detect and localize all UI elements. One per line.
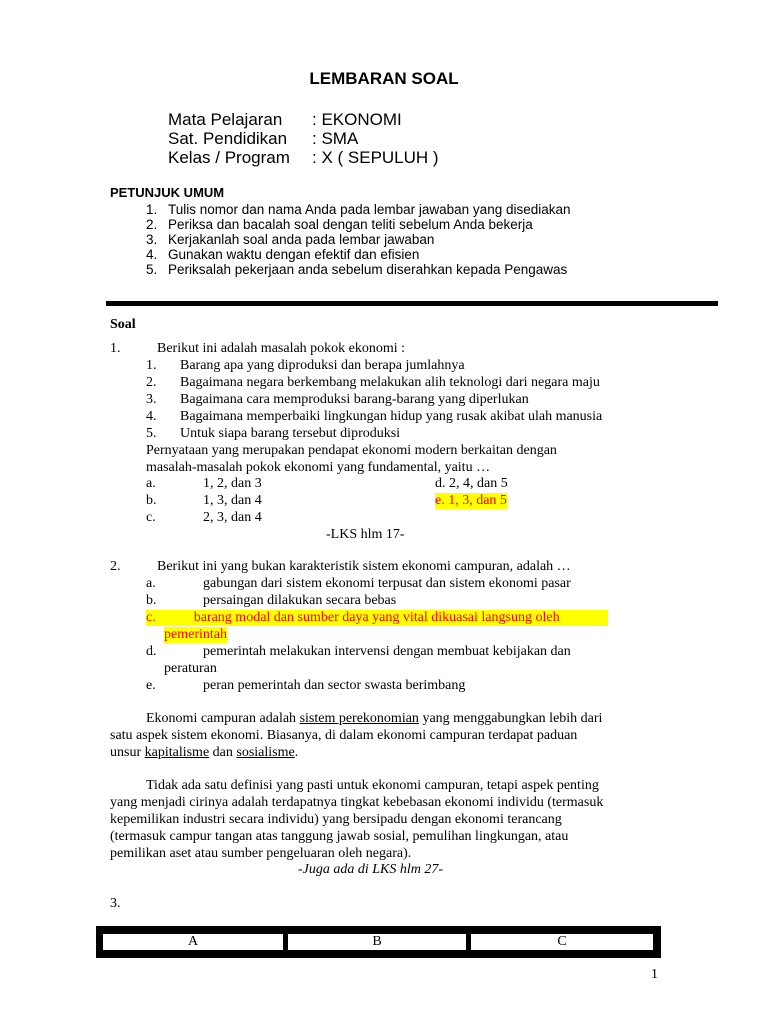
instruction-text: Periksalah pekerjaan anda sebelum diserahkan kepada Pengawas (168, 262, 568, 277)
option-c-highlighted (146, 610, 608, 626)
instruction-number: 4. (146, 247, 158, 262)
link-sistem-perekonomian[interactable]: sistem perekonomian (299, 711, 419, 726)
option-letter: a. (146, 476, 156, 491)
table-header-cell: B (287, 933, 467, 951)
sub-item-text: Bagaimana cara memproduksi barang-barang yang diperlukan (180, 392, 529, 407)
question-stem: Berikut ini yang bukan karakteristik sistem ekonomi campuran, adalah … (157, 559, 571, 574)
instructions-heading: PETUNJUK UMUM (110, 185, 225, 200)
paragraph-line (146, 711, 602, 727)
option-text: 2, 3, dan 4 (203, 510, 262, 525)
meta-row-subject (0, 110, 768, 129)
sub-item-number: 3. (146, 392, 157, 407)
instruction-number: 3. (146, 232, 158, 247)
paragraph-text: unsur (110, 745, 145, 760)
paragraph-line: (termasuk campur tangan atas tanggung jawab sosial, pemulihan lingkungan, atau (110, 829, 569, 844)
option-letter: c. (146, 610, 156, 625)
meta-label: Sat. Pendidikan (168, 129, 288, 148)
sub-item-text: Untuk siapa barang tersebut diproduksi (180, 426, 401, 441)
paragraph-line: pemilikan aset atau sumber pengeluaran oleh negara). (110, 846, 412, 861)
option-letter: b. (146, 493, 157, 508)
sub-item-number: 1. (146, 358, 157, 373)
source-note: -LKS hlm 17- (326, 527, 405, 542)
paragraph-line: kepemilikan industri secara individu) yang bersipadu dengan ekonomi terancang (110, 812, 562, 827)
paragraph-text: Ekonomi campuran adalah (146, 711, 300, 726)
sub-item-text: Bagaimana negara berkembang melakukan alih teknologi dari negara maju (180, 375, 600, 390)
option-letter: c. (146, 510, 156, 525)
instruction-text: Periksa dan bacalah soal dengan teliti sebelum Anda bekerja (168, 217, 533, 232)
instruction-number: 1. (146, 202, 158, 217)
question-stem: Berikut ini adalah masalah pokok ekonomi : (157, 341, 406, 356)
option-e-highlighted: e. 1, 3, dan 5 (435, 493, 507, 508)
paragraph-line (110, 745, 298, 761)
sub-item-text: Barang apa yang diproduksi dan berapa jumlahnya (180, 358, 465, 373)
questions-heading: Soal (110, 317, 136, 332)
option-text-continued: pemerintah (164, 627, 227, 642)
sub-item-number: 4. (146, 409, 157, 424)
option-text: 1, 2, dan 3 (203, 476, 262, 491)
sub-item-text: Bagaimana memperbaiki lingkungan hidup yang rusak akibat ulah manusia (180, 409, 603, 424)
source-note: -Juga ada di LKS hlm 27- (298, 862, 444, 877)
option-letter: b. (146, 593, 157, 608)
meta-label: Kelas / Program (168, 148, 290, 167)
instruction-text: Kerjakanlah soal anda pada lembar jawaban (168, 232, 435, 247)
option-letter: e. (146, 678, 156, 693)
meta-label: Mata Pelajaran (168, 110, 283, 129)
paragraph-text: yang menggabungkan lebih dari (418, 711, 603, 726)
sub-item-number: 5. (146, 426, 157, 441)
link-sosialisme[interactable]: sosialisme (236, 745, 295, 760)
option-text: pemerintah melakukan intervensi dengan membuat kebijakan dan (203, 644, 571, 659)
instruction-number: 5. (146, 262, 158, 277)
table-header-cell: A (102, 933, 284, 951)
option-text: barang modal dan sumber daya yang vital dikuasai langsung oleh (193, 610, 560, 625)
page-number: 1 (651, 967, 658, 982)
question-text: Pernyataan yang merupakan pendapat ekonomi modern berkaitan dengan (146, 443, 557, 458)
meta-value: : EKONOMI (312, 110, 402, 129)
option-text: gabungan dari sistem ekonomi terpusat dan sistem ekonomi pasar (203, 576, 571, 591)
option-text: peran pemerintah dan sector swasta berimbang (203, 678, 466, 693)
table-header-cell: C (470, 933, 654, 951)
question-text: masalah-masalah pokok ekonomi yang fundamental, yaitu … (146, 460, 491, 475)
question-number: 2. (110, 559, 121, 574)
instruction-text: Gunakan waktu dengan efektif dan efisien (168, 247, 420, 262)
paragraph-text: dan (209, 745, 237, 760)
option-text: 1, 3, dan 4 (203, 493, 262, 508)
question-3-number: 3. (110, 896, 121, 911)
paragraph-line: Tidak ada satu definisi yang pasti untuk ekonomi campuran, tetapi aspek penting (146, 778, 599, 793)
document-title: LEMBARAN SOAL (309, 69, 459, 88)
instruction-text: Tulis nomor dan nama Anda pada lembar jawaban yang disediakan (168, 202, 571, 217)
question-number: 1. (110, 341, 121, 356)
meta-row-class (0, 148, 768, 167)
option-d: d. 2, 4, dan 5 (435, 476, 508, 491)
paragraph-line: satu aspek sistem ekonomi. Biasanya, di dalam ekonomi campuran terdapat paduan (110, 728, 578, 743)
paragraph-line: yang menjadi cirinya adalah terdapatnya tingkat kebebasan ekonomi individu (termasuk (110, 795, 604, 810)
sub-item-number: 2. (146, 375, 157, 390)
option-letter: a. (146, 576, 156, 591)
meta-value: : SMA (312, 129, 359, 148)
link-kapitalisme[interactable]: kapitalisme (144, 745, 210, 760)
meta-row-level (0, 129, 768, 148)
section-divider (106, 301, 718, 306)
meta-value: : X ( SEPULUH ) (312, 148, 439, 167)
instruction-number: 2. (146, 217, 158, 232)
option-text: persaingan dilakukan secara bebas (203, 593, 397, 608)
option-letter: d. (146, 644, 157, 659)
paragraph-text: . (294, 745, 299, 760)
option-text-continued: peraturan (164, 661, 217, 676)
